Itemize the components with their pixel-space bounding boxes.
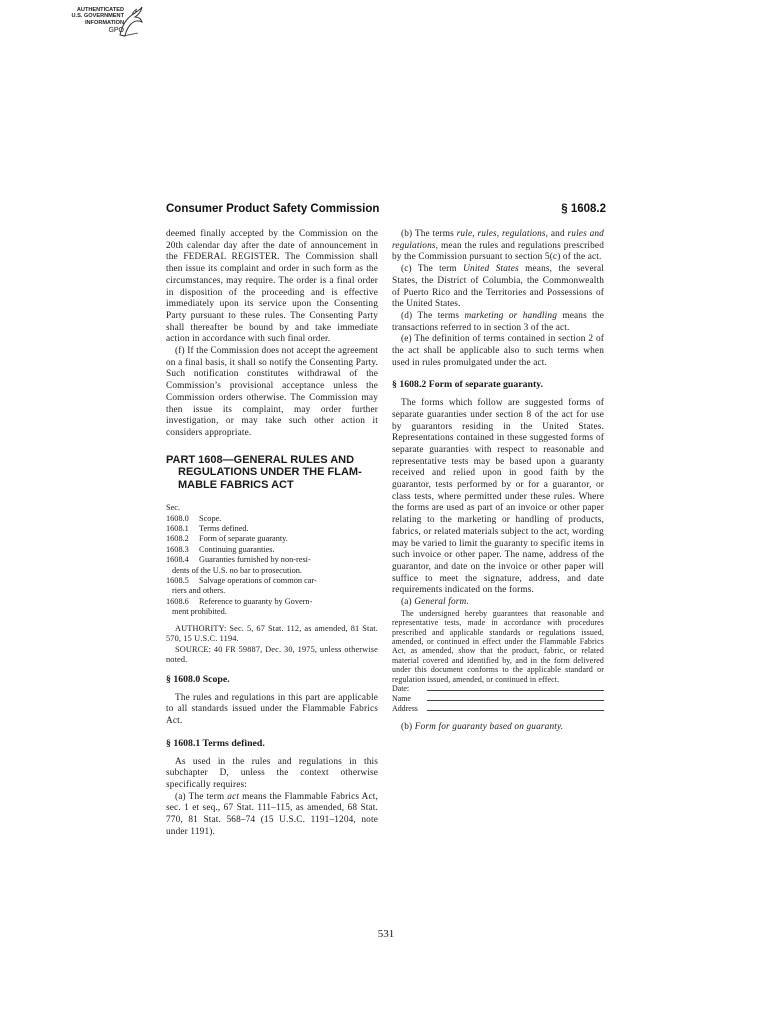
source-text: 40 FR 59887, Dec. 30, 1975, unless otherwise noted. bbox=[166, 644, 378, 665]
name-rule bbox=[427, 694, 604, 701]
toc-num: 1608.3 bbox=[166, 544, 189, 554]
address-rule bbox=[427, 704, 604, 711]
toc-label: Sec. bbox=[166, 503, 181, 513]
guaranty-form-b-term: Form for guaranty based on guaranty. bbox=[414, 722, 564, 733]
page-number: 531 bbox=[377, 928, 395, 940]
toc-item bbox=[166, 514, 378, 524]
toc-text: Salvage operations of common car- bbox=[199, 576, 317, 585]
date-rule bbox=[427, 684, 604, 691]
definition-d-term: marketing or handling bbox=[464, 310, 557, 321]
table-of-sections bbox=[166, 503, 378, 617]
toc-num: 1608.0 bbox=[166, 513, 189, 523]
definition-c bbox=[392, 264, 604, 311]
toc-item-continued bbox=[166, 586, 378, 596]
definition-c-term: United States bbox=[463, 264, 519, 275]
name-label: Name bbox=[392, 694, 411, 704]
definition-b-text: mean the rules and regulations prescribed by the Commission pursuant to section 5(c) of the act. bbox=[392, 240, 604, 263]
date-label: Date: bbox=[392, 684, 410, 694]
right-column bbox=[392, 229, 604, 734]
definition-a-text: means the Flammable Fabrics Act, sec. 1 et seq., 67 Stat. 111–115, as amended, 68 Stat. 770, 81 Stat. 568–74 (15 U.S.C. 1191–1204, note under 1191). bbox=[166, 791, 378, 837]
address-line bbox=[392, 704, 604, 714]
authority-text: Sec. 5, 67 Stat. 112, as amended, 81 Stat. 570, 15 U.S.C. 1194. bbox=[166, 623, 378, 644]
agency-name: Consumer Product Safety Commission bbox=[166, 203, 380, 215]
seal-text bbox=[62, 7, 124, 34]
general-form-prefix: (a) bbox=[401, 597, 415, 608]
toc-num: 1608.6 bbox=[166, 596, 189, 606]
general-form-label bbox=[392, 597, 604, 609]
toc-item bbox=[166, 534, 378, 544]
part-heading-line-2: REGULATIONS UNDER THE FLAM- bbox=[178, 466, 362, 479]
source-label: SOURCE: bbox=[175, 644, 212, 654]
section-heading-1608-1: § 1608.1 Terms defined. bbox=[166, 737, 265, 749]
section-1608-2-text: The forms which follow are suggested forms of separate guaranties under section 8 of the act for use by guarantors residing in the United States. Representations contained in these suggested forms of separate guaranties with respect to reasonable and representative tests may be based upon a guaranty received and relied upon in good faith by the guarantor, tests performed by or for a guarantor, or class tests, where permitted under these rules. Where the forms are used as part of an invoice or other paper relating to the marketing or handling of products, fabrics, or related materials subject to the act, wording may be varied to limit the guaranty to specific items in such invoice or other paper. The name, address of the guarantor, and date on the invoice or other paper will suffice to meet the signature, address, and date requirements indicated on the forms. bbox=[392, 398, 604, 596]
seal-line-3: INFORMATION bbox=[84, 19, 124, 26]
definition-c-text: means, the several States, the District of Columbia, the Commonwealth of Puerto Rico and the Territories and Possessions of the United States. bbox=[392, 264, 604, 310]
eagle-icon bbox=[116, 5, 144, 39]
toc-text: Form of separate guaranty. bbox=[199, 534, 288, 544]
authority-label: AUTHORITY: bbox=[175, 623, 227, 633]
toc-item-continued bbox=[166, 566, 378, 576]
definition-b-prefix: (b) The terms bbox=[401, 229, 457, 239]
left-column bbox=[166, 229, 378, 838]
paragraph-f: (f) If the Commission does not accept the agreement on a final basis, it shall so notify the Consenting Party. Such notification constitutes withdrawal of the Commission’s provisional acceptance unless the Commission orders otherwise. The Commission may then issue its complaint, may order further investigation, or may take such other action it considers appropriate. bbox=[166, 346, 378, 438]
toc-num: 1608.1 bbox=[166, 523, 189, 533]
guaranty-form-b bbox=[392, 722, 604, 734]
gpo-authentication-seal bbox=[62, 5, 144, 41]
definition-a-term: act bbox=[227, 791, 240, 802]
toc-item bbox=[166, 545, 378, 555]
toc-text: Terms defined. bbox=[199, 523, 249, 533]
section-heading-1608-2: § 1608.2 Form of separate guaranty. bbox=[392, 379, 544, 391]
definition-d-text: means the transactions referred to in section 3 of the act. bbox=[392, 310, 604, 333]
authority-note bbox=[166, 624, 378, 645]
definition-c-prefix: (c) The term bbox=[401, 264, 464, 275]
toc-text: Continuing guaranties. bbox=[199, 544, 275, 554]
toc-text-cont: dents of the U.S. no bar to prosecution. bbox=[172, 565, 302, 575]
toc-item bbox=[166, 597, 378, 607]
section-number: § 1608.2 bbox=[561, 203, 606, 215]
toc-text-cont: riers and others. bbox=[172, 586, 226, 596]
address-label: Address bbox=[392, 704, 418, 714]
section-heading-1608-0: § 1608.0 Scope. bbox=[166, 674, 230, 685]
paragraph-e-continued: deemed finally accepted by the Commission on the 20th calendar day after the date of announcement in the FEDERAL REGISTER. The Commission shall then issue its complaint and order in such form as the circumstances, may require. The order is a final order in disposition of the proceeding and is effective immediately upon its service upon the Consenting Party pursuant to these rules. The Consenting Party shall thereafter be bound by and take immediate action in accordance with such final order. bbox=[166, 229, 378, 345]
toc-num: 1608.2 bbox=[166, 534, 189, 544]
definition-d-prefix: (d) The terms bbox=[401, 310, 465, 321]
definition-b-and: and bbox=[548, 229, 568, 239]
seal-line-1: AUTHENTICATED bbox=[76, 7, 124, 13]
source-note bbox=[166, 645, 378, 666]
toc-num: 1608.5 bbox=[166, 576, 189, 585]
definition-a bbox=[166, 792, 378, 839]
definition-d bbox=[392, 311, 604, 334]
running-header bbox=[166, 203, 606, 219]
toc-num: 1608.4 bbox=[166, 555, 189, 565]
toc-item bbox=[166, 576, 378, 586]
seal-line-2: U.S. GOVERNMENT bbox=[71, 13, 124, 20]
part-heading bbox=[166, 454, 378, 492]
toc-text-cont: ment prohibited. bbox=[172, 607, 227, 617]
toc-text bbox=[199, 555, 378, 565]
definition-a-prefix: (a) The term bbox=[175, 791, 228, 802]
definition-b bbox=[392, 229, 604, 264]
definition-b-terms-2: rules and regulations, bbox=[392, 229, 604, 251]
general-form-term: General form. bbox=[414, 597, 469, 608]
section-1608-0-text: The rules and regulations in this part are applicable to all standards issued under the Flammable Fabrics Act. bbox=[166, 692, 378, 727]
name-line bbox=[392, 694, 604, 704]
part-heading-line-1: PART 1608—GENERAL RULES AND bbox=[166, 453, 355, 466]
guaranty-form-text: The undersigned hereby guarantees that reasonable and representative tests, made in accordance with procedures prescribed and applicable standards or regulations issued, amended, or continued in effect under the Flammable Fabrics Act, as amended, show that the product, fabric, or related material covered and identified by, and in the form delivered under this document conforms to the applicable standard or regulation issued, amended, or continued in effect. bbox=[392, 608, 604, 684]
toc-item bbox=[166, 524, 378, 534]
toc-item-continued bbox=[166, 607, 378, 617]
date-line bbox=[392, 684, 604, 694]
guaranty-form-b-prefix: (b) bbox=[401, 722, 415, 733]
toc-text: Reference to guaranty by Govern- bbox=[199, 596, 313, 606]
toc-item bbox=[166, 555, 378, 565]
toc-text: Scope. bbox=[199, 513, 222, 523]
seal-gpo: GPO bbox=[108, 26, 124, 34]
section-1608-1-intro: As used in the rules and regulations in this subchapter D, unless the context otherwise specifically requires: bbox=[166, 756, 378, 790]
definition-b-terms: rule, rules, regulations, bbox=[456, 229, 549, 239]
definition-e: (e) The definition of terms contained in section 2 of the act shall be applicable also to such terms when used in rules promulgated under the act. bbox=[392, 334, 604, 368]
toc-text-line: Guaranties furnished by non-resi- bbox=[199, 555, 311, 565]
part-heading-line-3: MABLE FABRICS ACT bbox=[178, 478, 294, 491]
